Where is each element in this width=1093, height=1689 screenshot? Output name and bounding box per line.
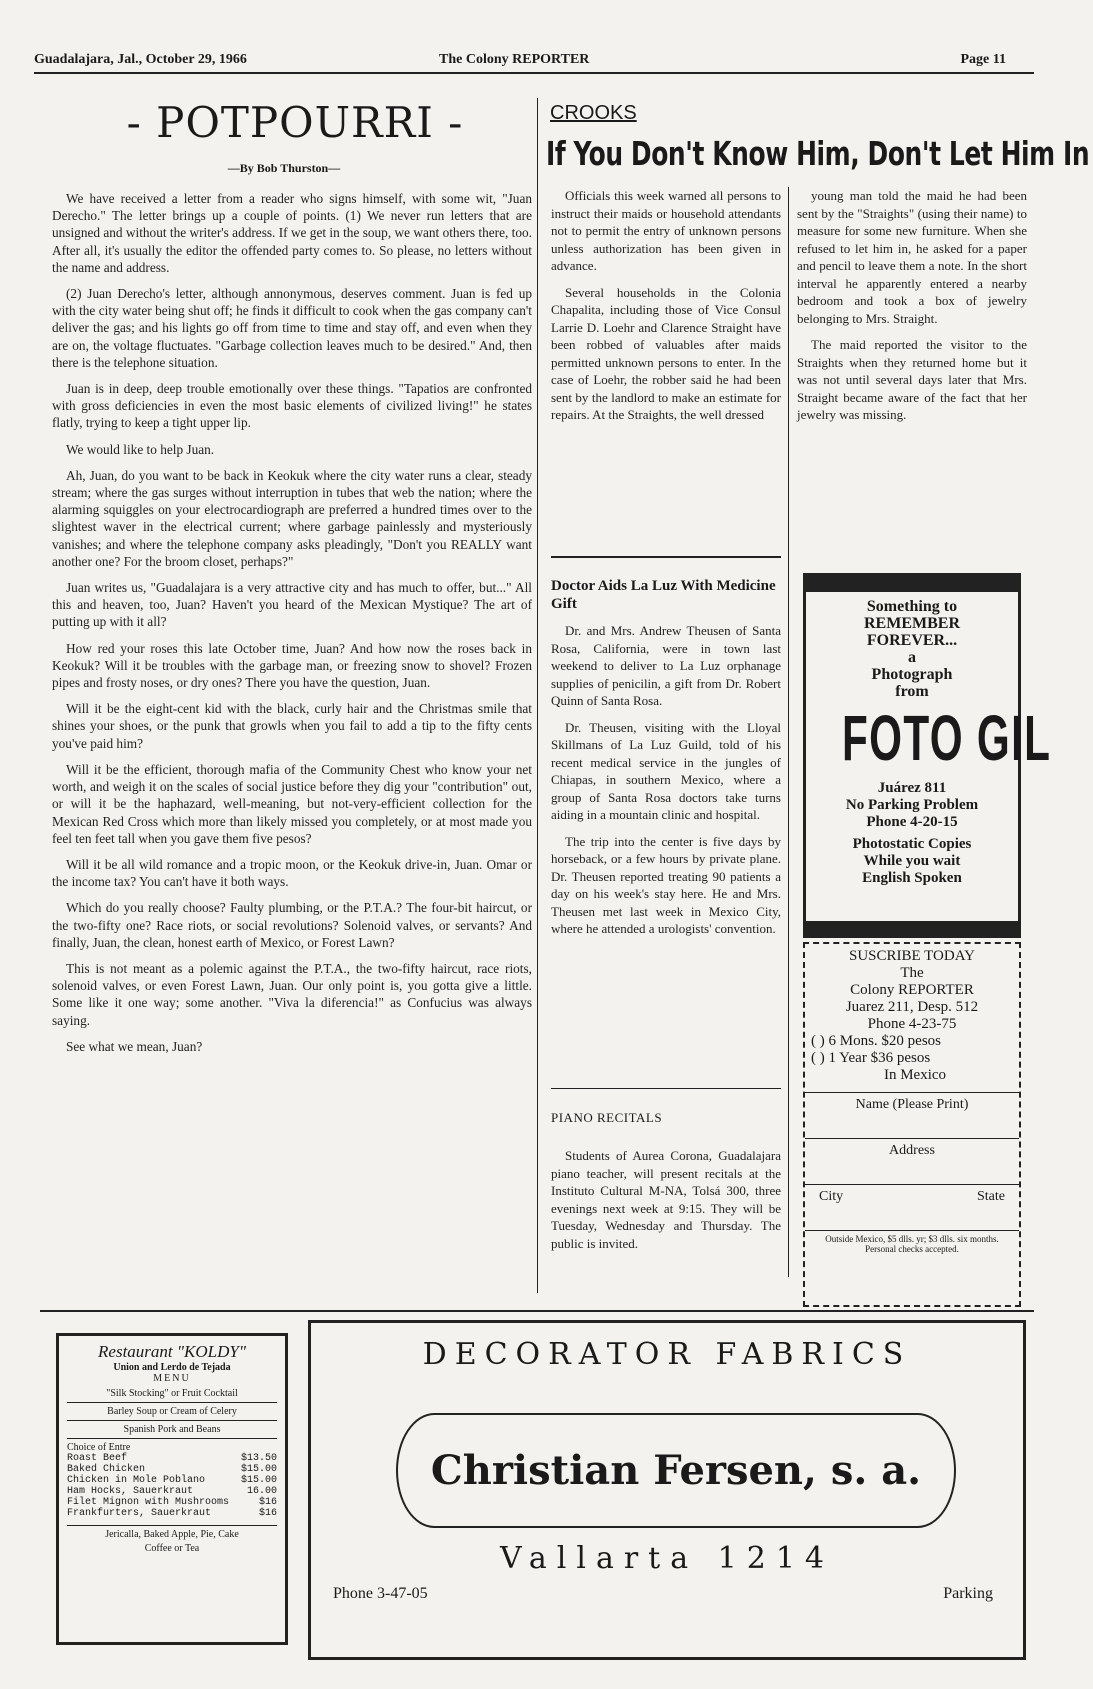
header-page-number: Page 11 bbox=[960, 52, 1006, 67]
paragraph: Students of Aurea Corona, Guadalajara piano teacher, will present recitals at the Instituto Cultural M-NA, Tolsá 300, three evenings next week at 9:15. They will be Tuesday, Wednesday and Thursday. The public is invited. bbox=[551, 1148, 781, 1251]
koldy-ad bbox=[56, 1333, 288, 1645]
foto-address: Juárez 811 bbox=[877, 780, 947, 796]
menu-item-price: $13.50 bbox=[240, 1453, 277, 1464]
paragraph: Juan writes us, "Guadalajara is a very attractive city and has much to offer, but..." All this and heaven, too, Juan? Haven't you heard of the Mexican Mystique? The art of putting up with it all? bbox=[52, 580, 532, 630]
menu-item bbox=[67, 1497, 277, 1508]
sub-address-field[interactable] bbox=[805, 1138, 1019, 1184]
foto-gil-ad bbox=[803, 573, 1052, 938]
paragraph: young man told the maid he had been sent by the "Straights" (using their name) to measure for some new furniture. When she refused to let him in, he asked for a paper and pencil to leave them a note. In the short interval he apparently entered a nearby bedroom and took a box of jewelry belonging to Mrs. Straight. bbox=[797, 188, 1027, 326]
paragraph: Several households in the Colonia Chapalita, including those of Vice Consul Larrie D. Loehr and Clarence Straight have been robbed of valuables after maids permitted unknown persons to enter. In the case of Loehr, the robber said he had been sent by the landlord to make an estimate for repairs. At the Straights, the well dressed bbox=[551, 284, 781, 422]
foto-copies-1: Photostatic Copies bbox=[852, 836, 972, 852]
decorator-parking: Parking bbox=[943, 1585, 993, 1602]
menu-item bbox=[67, 1475, 277, 1486]
foto-gil-brand: FOTO GIL bbox=[842, 702, 1052, 774]
paragraph: Which do you really choose? Faulty plumbing, or the P.T.A.? The four-bit haircut, or the two-fifty one? Race riots, or social revolutions? Solenoid valves, or servants? And finally, Juan, the clean, honest earth of Mexico, or Forest Lawn? bbox=[52, 900, 532, 950]
header-paper-name: The Colony REPORTER bbox=[439, 52, 590, 67]
foto-line-5: Photograph bbox=[871, 666, 953, 683]
potpourri-body bbox=[52, 190, 532, 1064]
koldy-address: Union and Lerdo de Tejada bbox=[113, 1362, 231, 1373]
foto-line-1: Something to bbox=[866, 598, 958, 615]
subscribe-coupon bbox=[803, 942, 1021, 1307]
paragraph: Dr. Theusen, visiting with the Lloyal Skillmans of La Luz Guild, told of his recent medical service in the jungles of Chiapas, in southern Mexico, where a group of Santa Rosa doctors take turns aiding in a mountain clinic and hospital. bbox=[551, 719, 781, 822]
koldy-beans: Spanish Pork and Beans bbox=[67, 1424, 277, 1439]
menu-item-name: Chicken in Mole Poblano bbox=[67, 1475, 206, 1486]
sub-line-3: Colony REPORTER bbox=[850, 982, 974, 998]
koldy-entree-list bbox=[67, 1453, 277, 1519]
paragraph: Will it be all wild romance and a tropic moon, or the Keokuk drive-in, Juan. Omar or the income tax? You can't have it both ways. bbox=[52, 856, 532, 890]
doctor-headline: Doctor Aids La Luz With Medicine Gift bbox=[551, 578, 776, 612]
koldy-entree-label: Choice of Entre bbox=[67, 1442, 131, 1453]
sub-line-5: Phone 4-23-75 bbox=[867, 1016, 957, 1032]
koldy-drink: Coffee or Tea bbox=[144, 1543, 200, 1554]
piano-body bbox=[551, 1147, 781, 1261]
menu-item-price: $16 bbox=[258, 1508, 277, 1519]
foto-line-6: from bbox=[895, 683, 929, 700]
header-rule bbox=[34, 72, 1034, 74]
potpourri-title: - POTPOURRI - bbox=[126, 98, 464, 147]
foto-parking: No Parking Problem bbox=[845, 797, 979, 813]
doctor-body bbox=[551, 622, 781, 947]
koldy-menu-label: MENU bbox=[153, 1373, 191, 1384]
column-rule-2 bbox=[788, 187, 789, 1277]
foto-line-3: FOREVER... bbox=[866, 632, 958, 649]
foto-line-2: REMEMBER bbox=[864, 615, 960, 632]
column-rule bbox=[537, 98, 538, 1293]
sub-in-mexico: In Mexico bbox=[883, 1067, 947, 1083]
koldy-dessert: Jericalla, Baked Apple, Pie, Cake bbox=[67, 1525, 277, 1540]
decorator-fabrics-ad bbox=[308, 1320, 1026, 1660]
sub-name-label: Name (Please Print) bbox=[855, 1097, 969, 1112]
decorator-title: DECORATOR FABRICS bbox=[422, 1337, 912, 1372]
crooks-kicker: CROOKS bbox=[550, 102, 637, 124]
sub-city-state-field[interactable] bbox=[805, 1184, 1019, 1230]
menu-item bbox=[67, 1508, 277, 1519]
foto-english: English Spoken bbox=[862, 870, 962, 886]
sub-line-1: SUSCRIBE TODAY bbox=[848, 948, 975, 964]
menu-item-price: $16 bbox=[258, 1497, 277, 1508]
paragraph: The trip into the center is five days by horseback, or a few hours by private plane. Dr. Theusen reported treating 90 patients a day on his week's stay here. He and Mrs. Theusen met last week in Mexico City, where he attended a urologists' convention. bbox=[551, 833, 781, 936]
foto-copies-2: While you wait bbox=[863, 853, 961, 869]
koldy-soup: Barley Soup or Cream of Celery bbox=[67, 1406, 277, 1421]
crooks-column-1 bbox=[551, 187, 781, 433]
menu-item-price: $15.00 bbox=[240, 1464, 277, 1475]
sub-address-label: Address bbox=[889, 1143, 935, 1158]
paragraph: Dr. and Mrs. Andrew Theusen of Santa Rosa, California, were in town last weekend to deliver to La Luz orphanage supplies of penicilin, a gift from Dr. Robert Quinn of Santa Rosa. bbox=[551, 623, 781, 708]
decorator-phone: Phone 3-47-05 bbox=[333, 1585, 428, 1602]
sub-option-6-months[interactable]: ( ) 6 Mons. $20 pesos bbox=[811, 1033, 941, 1049]
sub-state-label: State bbox=[977, 1189, 1005, 1204]
menu-item-name: Baked Chicken bbox=[67, 1464, 146, 1475]
paragraph: Officials this week warned all persons to instruct their maids or household attendants not to permit the entry of unknown persons unless authorization has been given in advance. bbox=[551, 188, 781, 273]
paragraph: We would like to help Juan. bbox=[66, 441, 215, 457]
potpourri-byline: —By Bob Thurston— bbox=[227, 161, 341, 175]
sub-note: Outside Mexico, $5 dlls. yr; $3 dlls. six months. Personal checks accepted. bbox=[805, 1230, 1019, 1257]
menu-item-name: Ham Hocks, Sauerkraut bbox=[67, 1486, 194, 1497]
foto-gil-bottom-bar bbox=[806, 921, 1018, 935]
koldy-title: Restaurant "KOLDY" bbox=[98, 1342, 246, 1361]
sub-line-4: Juarez 211, Desp. 512 bbox=[845, 999, 979, 1015]
sub-option-1-year[interactable]: ( ) 1 Year $36 pesos bbox=[811, 1050, 931, 1066]
paragraph: Ah, Juan, do you want to be back in Keokuk where the city water runs a clear, steady stream; where the gas surges without interruption in tubes that web the nation; where the alarming squiggles on your electrocardiograph are preferred a hundred times over to the slightest waver in the electrical current; where garbage painlessly and mysteriously vanishes; and where the telephone company asks pleadingly, "Don't you REALLY want another one? For the broom closet, perhaps?" bbox=[52, 467, 532, 569]
paragraph: Will it be the efficient, thorough mafia of the Community Chest who know your net worth, and weigh it on the scales of social justice before they dig your "contribution" out, or will it be the haphazard, well-meaning, but not-very-efficient collection for the Mexican Red Cross which more than likely missed you completely, or at most made you feel ten feet tall when you gave them five pesos? bbox=[52, 761, 532, 846]
sub-line-2: The bbox=[900, 965, 924, 981]
paragraph: We have received a letter from a reader who signs himself, with some wit, "Juan Derecho." The letter brings up a couple of points. (1) We never run letters that are unsigned and without the writer's address. If we get in the soup, we want others there, too. After all, it's usually the editor the offended party comes to. So please, no letters without the name and address. bbox=[52, 191, 532, 275]
crooks-headline: If You Don't Know Him, Don't Let Him In bbox=[546, 134, 1090, 173]
decorator-address: Vallarta 1214 bbox=[499, 1541, 835, 1576]
decorator-company-name: Christian Fersen, s. a. bbox=[396, 1413, 956, 1528]
paragraph: This is not meant as a polemic against the P.T.A., the two-fifty haircut, race riots, solenoid valves, or even Forest Lawn, Juan. Our only point is, you gotta give a little. Some like it one way; some another. "Viva la diferencia!" as Confucius was always saying. bbox=[52, 960, 532, 1028]
menu-item-name: Roast Beef bbox=[67, 1453, 128, 1464]
bottom-section-rule bbox=[40, 1310, 1034, 1312]
foto-phone: Phone 4-20-15 bbox=[866, 814, 958, 830]
crooks-column-2 bbox=[797, 187, 1027, 433]
sub-city-label: City bbox=[819, 1189, 844, 1204]
menu-item bbox=[67, 1464, 277, 1475]
foto-gil-top-bar bbox=[806, 576, 1018, 592]
paragraph: See what we mean, Juan? bbox=[66, 1038, 203, 1054]
menu-item-name: Filet Mignon with Mushrooms bbox=[67, 1497, 230, 1508]
paragraph: The maid reported the visitor to the Straights when they returned home but it was not until several days later that Mrs. Straight became aware of the fact that her jewelry was missing. bbox=[797, 337, 1027, 422]
foto-line-4: a bbox=[908, 649, 916, 666]
piano-rule bbox=[551, 1088, 781, 1089]
paragraph: Will it be the eight-cent kid with the black, curly hair and the Christmas smile that shines your shoes, or the punk that growls when you fail to add a tip to the fifty cents you've paid him? bbox=[52, 701, 532, 751]
header-dateline: Guadalajara, Jal., October 29, 1966 bbox=[34, 52, 247, 67]
menu-item-price: 16.00 bbox=[246, 1486, 277, 1497]
paragraph: How red your roses this late October time, Juan? And how now the roses back in Keokuk? Will it be troubles with the garbage man, or freezing snow to shovel? Frozen pipes and frosty noses, or dry ones? There you have the question, Juan. bbox=[52, 640, 532, 691]
crooks-end-rule bbox=[551, 556, 781, 558]
paragraph: (2) Juan Derecho's letter, although annonymous, deserves comment. Juan is fed up with the city water being shut off; he finds it difficult to cook when the gas company can't deliver the gas; and his lights go off from time to time and stay off, and even when they are on, the voltage fluctuates. "Garbage collection leaves much to be desired." And, then there is the telephone situation. bbox=[52, 286, 532, 370]
sub-name-field[interactable] bbox=[805, 1092, 1019, 1138]
menu-item-price: $15.00 bbox=[240, 1475, 277, 1486]
menu-item bbox=[67, 1486, 277, 1497]
koldy-starter: "Silk Stocking" or Fruit Cocktail bbox=[67, 1388, 277, 1403]
piano-headline: PIANO RECITALS bbox=[551, 1110, 663, 1125]
paragraph: Juan is in deep, deep trouble emotionally over these things. "Tapatios are confronted with gross deficiencies in even the most basic elements of civilized living!" he states flatly, trying to keep a tight upper lip. bbox=[52, 381, 532, 431]
menu-item-name: Frankfurters, Sauerkraut bbox=[67, 1508, 212, 1519]
menu-item bbox=[67, 1453, 277, 1464]
